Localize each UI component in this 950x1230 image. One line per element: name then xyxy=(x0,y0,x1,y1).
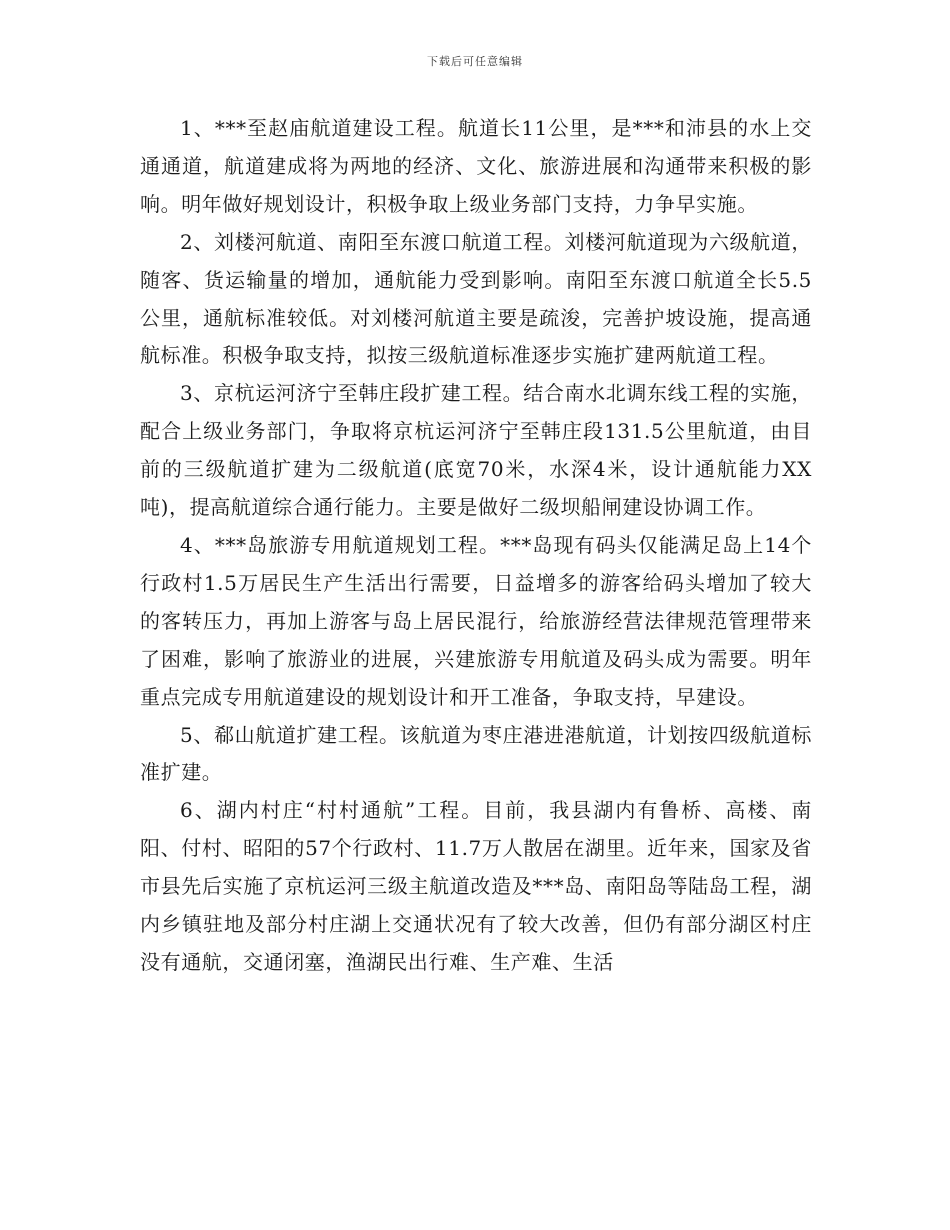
header-note: 下载后可任意编辑 xyxy=(427,55,523,68)
paragraph-5: 5、郗山航道扩建工程。该航道为枣庄港进港航道，计划按四级航道标准扩建。 xyxy=(140,722,812,785)
paragraph-4: 4、***岛旅游专用航道规划工程。***岛现有码头仅能满足岛上14个行政村1.5万居民生产生活出行需要，日益增多的游客给码头增加了较大的客转压力，再加上游客与岛上居民混行，给旅游经营法律规范管理带来了困难，影响了旅游业的进展，兴建旅游专用航道及码头成为需要。明年重点完成专用航道建设的规划设计和开工准备，争取支持，早建设。 xyxy=(140,532,812,709)
document-body xyxy=(140,110,812,982)
paragraph-6: 6、湖内村庄“村村通航”工程。目前，我县湖内有鲁桥、高楼、南阳、付村、昭阳的57个行政村、11.7万人散居在湖里。近年来，国家及省市县先后实施了京杭运河三级主航道改造及***岛、南阳岛等陆岛工程，湖内乡镇驻地及部分村庄湖上交通状况有了较大改善，但仍有部分湖区村庄没有通航，交通闭塞，渔湖民出行难、生产难、生活 xyxy=(140,798,812,974)
paragraph-3: 3、京杭运河济宁至韩庄段扩建工程。结合南水北调东线工程的实施，配合上级业务部门，争取将京杭运河济宁至韩庄段131.5公里航道，由目前的三级航道扩建为二级航道(底宽70米，水深4米，设计通航能力XX吨)，提高航道综合通行能力。主要是做好二级坝船闸建设协调工作。 xyxy=(140,381,812,520)
paragraph-1: 1、***至赵庙航道建设工程。航道长11公里，是***和沛县的水上交通通道，航道建成将为两地的经济、文化、旅游进展和沟通带来积极的影响。明年做好规划设计，积极争取上级业务部门支持，力争早实施。 xyxy=(140,116,812,216)
paragraph-2: 2、刘楼河航道、南阳至东渡口航道工程。刘楼河航道现为六级航道，随客、货运输量的增加，通航能力受到影响。南阳至东渡口航道全长5.5公里，通航标准较低。对刘楼河航道主要是疏浚，完善护坡设施，提高通航标准。积极争取支持，拟按三级航道标准逐步实施扩建两航道工程。 xyxy=(140,229,812,368)
